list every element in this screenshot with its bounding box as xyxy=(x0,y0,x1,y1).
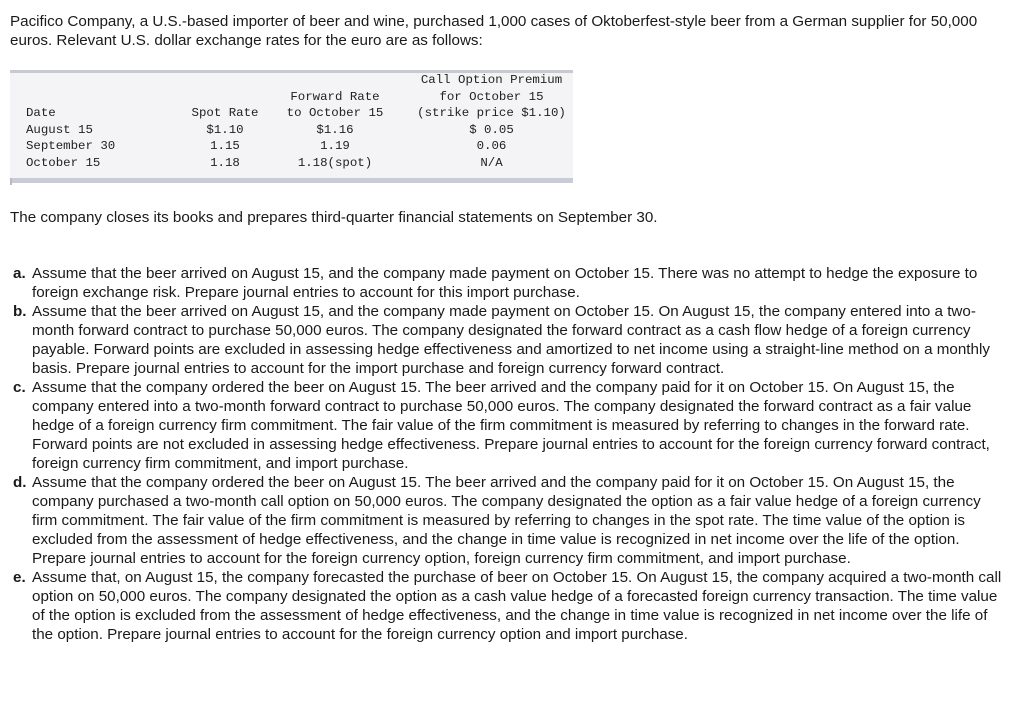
cell-forward: $1.16 xyxy=(316,122,354,137)
header-forward-line1: Forward Rate xyxy=(290,89,380,104)
part-letter: c. xyxy=(13,379,26,396)
cell-date: August 15 xyxy=(26,122,93,137)
question-parts-list xyxy=(10,264,1010,644)
cell-call: N/A xyxy=(480,155,503,170)
question-part-c xyxy=(10,378,1010,473)
question-part-b xyxy=(10,302,1010,378)
table-header-row-3 xyxy=(10,105,589,122)
table-header-row-2 xyxy=(10,89,589,106)
cell-date: October 15 xyxy=(26,155,101,170)
part-text: Assume that the beer arrived on August 15, and the company made payment on October 15. There was no attempt to hedge the exposure to foreign exchange risk. Prepare journal entries to account for this import purchase. xyxy=(32,265,978,301)
header-call-line2: for October 15 xyxy=(439,89,544,104)
table-row xyxy=(10,138,589,155)
cell-spot: 1.15 xyxy=(210,139,240,153)
part-letter: b. xyxy=(13,303,27,320)
header-date: Date xyxy=(26,106,56,120)
cell-spot: $1.10 xyxy=(206,122,244,137)
question-part-a xyxy=(10,264,1010,302)
cell-call: 0.06 xyxy=(476,139,507,153)
table-row xyxy=(10,155,589,172)
closing-statement: The company closes its books and prepares third-quarter financial statements on September 30. xyxy=(10,209,658,226)
header-call-line1: Call Option Premium xyxy=(420,73,563,87)
part-text: Assume that the beer arrived on August 15, and the company made payment on October 15. On August 15, the company entered into a two-month forward contract to purchase 50,000 euros. The company designated the forward contract as a cash flow hedge of a foreign currency payable. Forward points are excluded in assessing hedge effectiveness and amortized to net income using a straight-line method on a monthly basis. Prepare journal entries to account for the import purchase and foreign currency forward contract. xyxy=(32,303,990,377)
part-text: Assume that, on August 15, the company forecasted the purchase of beer on October 15. On August 15, the company acquired a two-month call option on 50,000 euros. The company designated the option as a cash value hedge of a forecasted foreign currency transaction. The time value of the option is excluded from the assessment of hedge effectiveness, and the change in time value is recognized in net income over the life of the option. Prepare journal entries to account for the foreign currency option and import purchase. xyxy=(32,569,1002,643)
part-letter: d. xyxy=(13,474,27,491)
cell-call: $ 0.05 xyxy=(469,122,514,137)
part-text: Assume that the company ordered the beer on August 15. The beer arrived and the company paid for it on October 15. On August 15, the company purchased a two-month call option on 50,000 euros. The company designated the option as a fair value hedge of a foreign currency firm commitment. The fair value of the firm commitment is measured by referring to changes in the spot rate. The time value of the option is excluded from the assessment of hedge effectiveness, and the change in time value is recognized in net income over the life of the option. Prepare journal entries to account for the foreign currency option, foreign currency firm commitment, and import purchase. xyxy=(32,474,981,567)
header-spot-rate: Spot Rate xyxy=(191,106,259,120)
part-text: Assume that the company ordered the beer on August 15. The beer arrived and the company paid for it on October 15. On August 15, the company entered into a two-month forward contract to purchase 50,000 euros. The company designated the forward contract as a fair value hedge of a foreign currency firm commitment. The fair value of the firm commitment is measured by referring to changes in the forward rate. Forward points are not excluded in assessing hedge effectiveness. Prepare journal entries to account for the foreign currency forward contract, foreign currency firm commitment, and import purchase. xyxy=(32,379,990,472)
cell-spot: 1.18 xyxy=(210,155,240,170)
question-part-e xyxy=(10,568,1010,644)
cell-forward: 1.19 xyxy=(320,139,350,153)
header-forward-line2: to October 15 xyxy=(286,106,384,120)
table-bottom-tick xyxy=(10,178,12,185)
part-letter: e. xyxy=(13,569,26,586)
question-part-d xyxy=(10,473,1010,568)
header-call-line3: (strike price $1.10) xyxy=(417,106,566,120)
exchange-rate-table xyxy=(10,72,589,171)
problem-intro: Pacifico Company, a U.S.-based importer of beer and wine, purchased 1,000 cases of Oktoberfest-style beer from a German supplier for 50,000 euros. Relevant U.S. dollar exchange rates for the euro are as follows: xyxy=(10,13,978,49)
part-letter: a. xyxy=(13,265,26,282)
table-bottom-rule xyxy=(10,178,573,183)
table-row xyxy=(10,122,589,139)
cell-date: September 30 xyxy=(26,139,116,153)
cell-forward: 1.18(spot) xyxy=(297,155,373,170)
table-header-row-1 xyxy=(10,72,589,89)
